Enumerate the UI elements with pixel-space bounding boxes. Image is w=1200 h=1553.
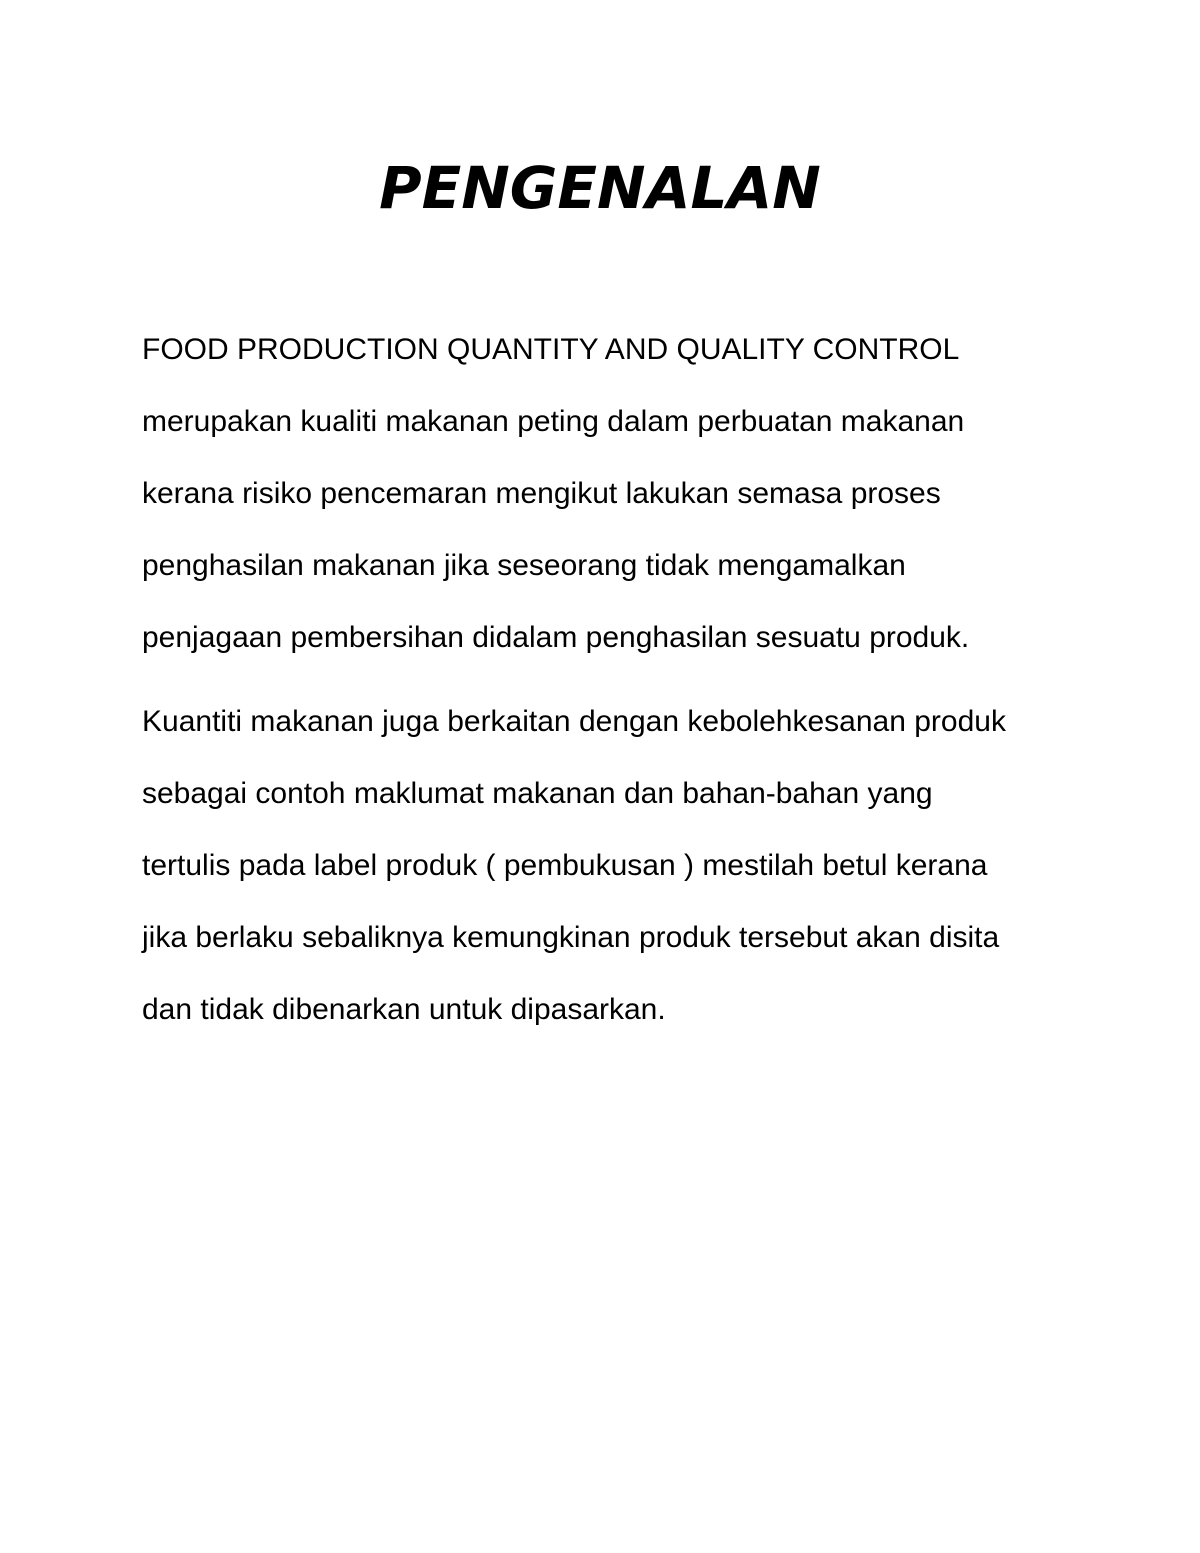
paragraph-line: penghasilan makanan jika seseorang tidak mengamalkan [142,549,906,582]
paragraph-line: dan tidak dibenarkan untuk dipasarkan. [142,993,666,1026]
paragraph-line: kerana risiko pencemaran mengikut lakukan semasa proses [142,477,941,510]
paragraph-introduction [142,314,1102,674]
paragraph-line: FOOD PRODUCTION QUANTITY AND QUALITY CONTROL [142,333,960,366]
paragraph-line: Kuantiti makanan juga berkaitan dengan kebolehkesanan produk [142,705,1006,738]
paragraph-quantity [142,686,1102,1046]
page-title: PENGENALAN [379,154,821,222]
paragraph-line: merupakan kualiti makanan peting dalam perbuatan makanan [142,405,965,438]
paragraph-line: jika berlaku sebaliknya kemungkinan produk tersebut akan disita [142,921,1000,954]
paragraph-line: tertulis pada label produk ( pembukusan ) mestilah betul kerana [142,849,988,882]
paragraph-line: sebagai contoh maklumat makanan dan bahan-bahan yang [142,777,933,810]
paragraph-line: penjagaan pembersihan didalam penghasilan sesuatu produk. [142,621,970,654]
